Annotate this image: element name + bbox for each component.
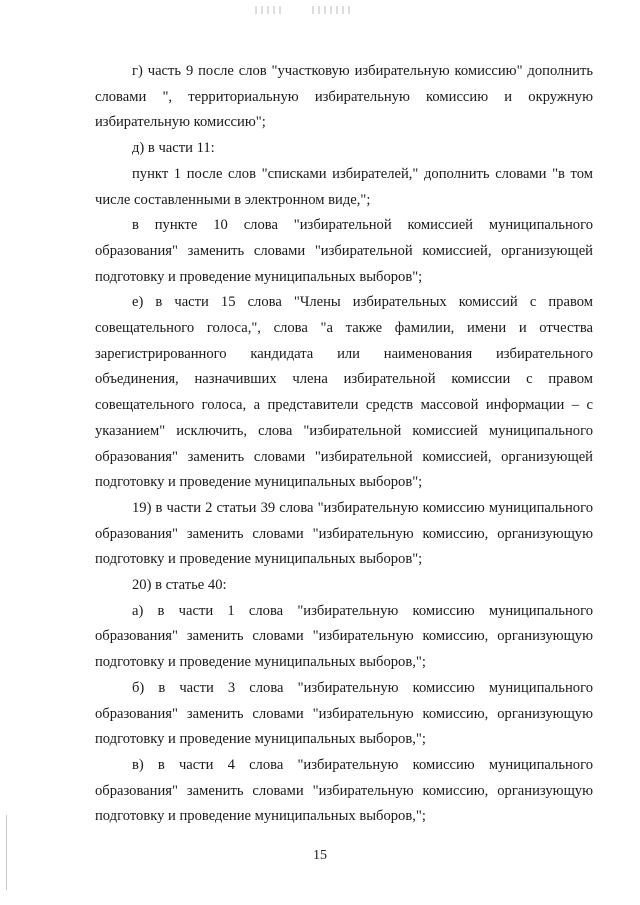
scan-margin-line: [6, 815, 7, 890]
scan-artifact: [255, 6, 285, 14]
scan-artifact: [312, 6, 352, 14]
paragraph: в пункте 10 слова "избирательной комиссией муниципального образования" заменить словами "избирательной комиссией, организующей подготовку и проведение муниципальных выборов";: [95, 217, 593, 285]
page-number: 15: [313, 848, 327, 863]
paragraph: а) в части 1 слова "избирательную комиссию муниципального образования" заменить словами "избирательную комиссию, организующую подготовку и проведение муниципальных выборов,";: [95, 602, 593, 671]
paragraph: в) в части 4 слова "избирательную комиссию муниципального образования" заменить словами "избирательную комиссию, организующую подготовку и проведение муниципальных выборов,";: [95, 756, 593, 825]
paragraph: г) часть 9 после слов "участковую избирательную комиссию" дополнить словами ", территориальную избирательную комиссию и окружную избирательную комиссию";: [95, 63, 593, 131]
document-body: [95, 59, 593, 830]
paragraph: пункт 1 после слов "списками избирателей," дополнить словами "в том числе составленными в электронном виде,";: [95, 165, 593, 208]
paragraph: 20) в статье 40:: [132, 577, 227, 594]
paragraph: д) в части 11:: [132, 140, 215, 157]
paragraph: е) в части 15 слова "Члены избирательных комиссий с правом совещательного голоса,", слова "а также фамилии, имени и отчества зарегистрированного кандидата или наименования избирательного объединения, назначивших члена избирательной комиссии с правом совещательного голоса, а представители средств массовой информации – с указанием" исключить, слова "избирательной комиссией муниципального образования" заменить словами "избирательной комиссией, организующей подготовку и проведение муниципальных выборов";: [95, 294, 593, 491]
paragraph: б) в части 3 слова "избирательную комиссию муниципального образования" заменить словами "избирательную комиссию, организующую подготовку и проведение муниципальных выборов,";: [95, 679, 593, 748]
paragraph: 19) в части 2 статьи 39 слова "избирательную комиссию муниципального образования" заменить словами "избирательную комиссию, организующую подготовку и проведение муниципальных выборов";: [95, 499, 593, 568]
